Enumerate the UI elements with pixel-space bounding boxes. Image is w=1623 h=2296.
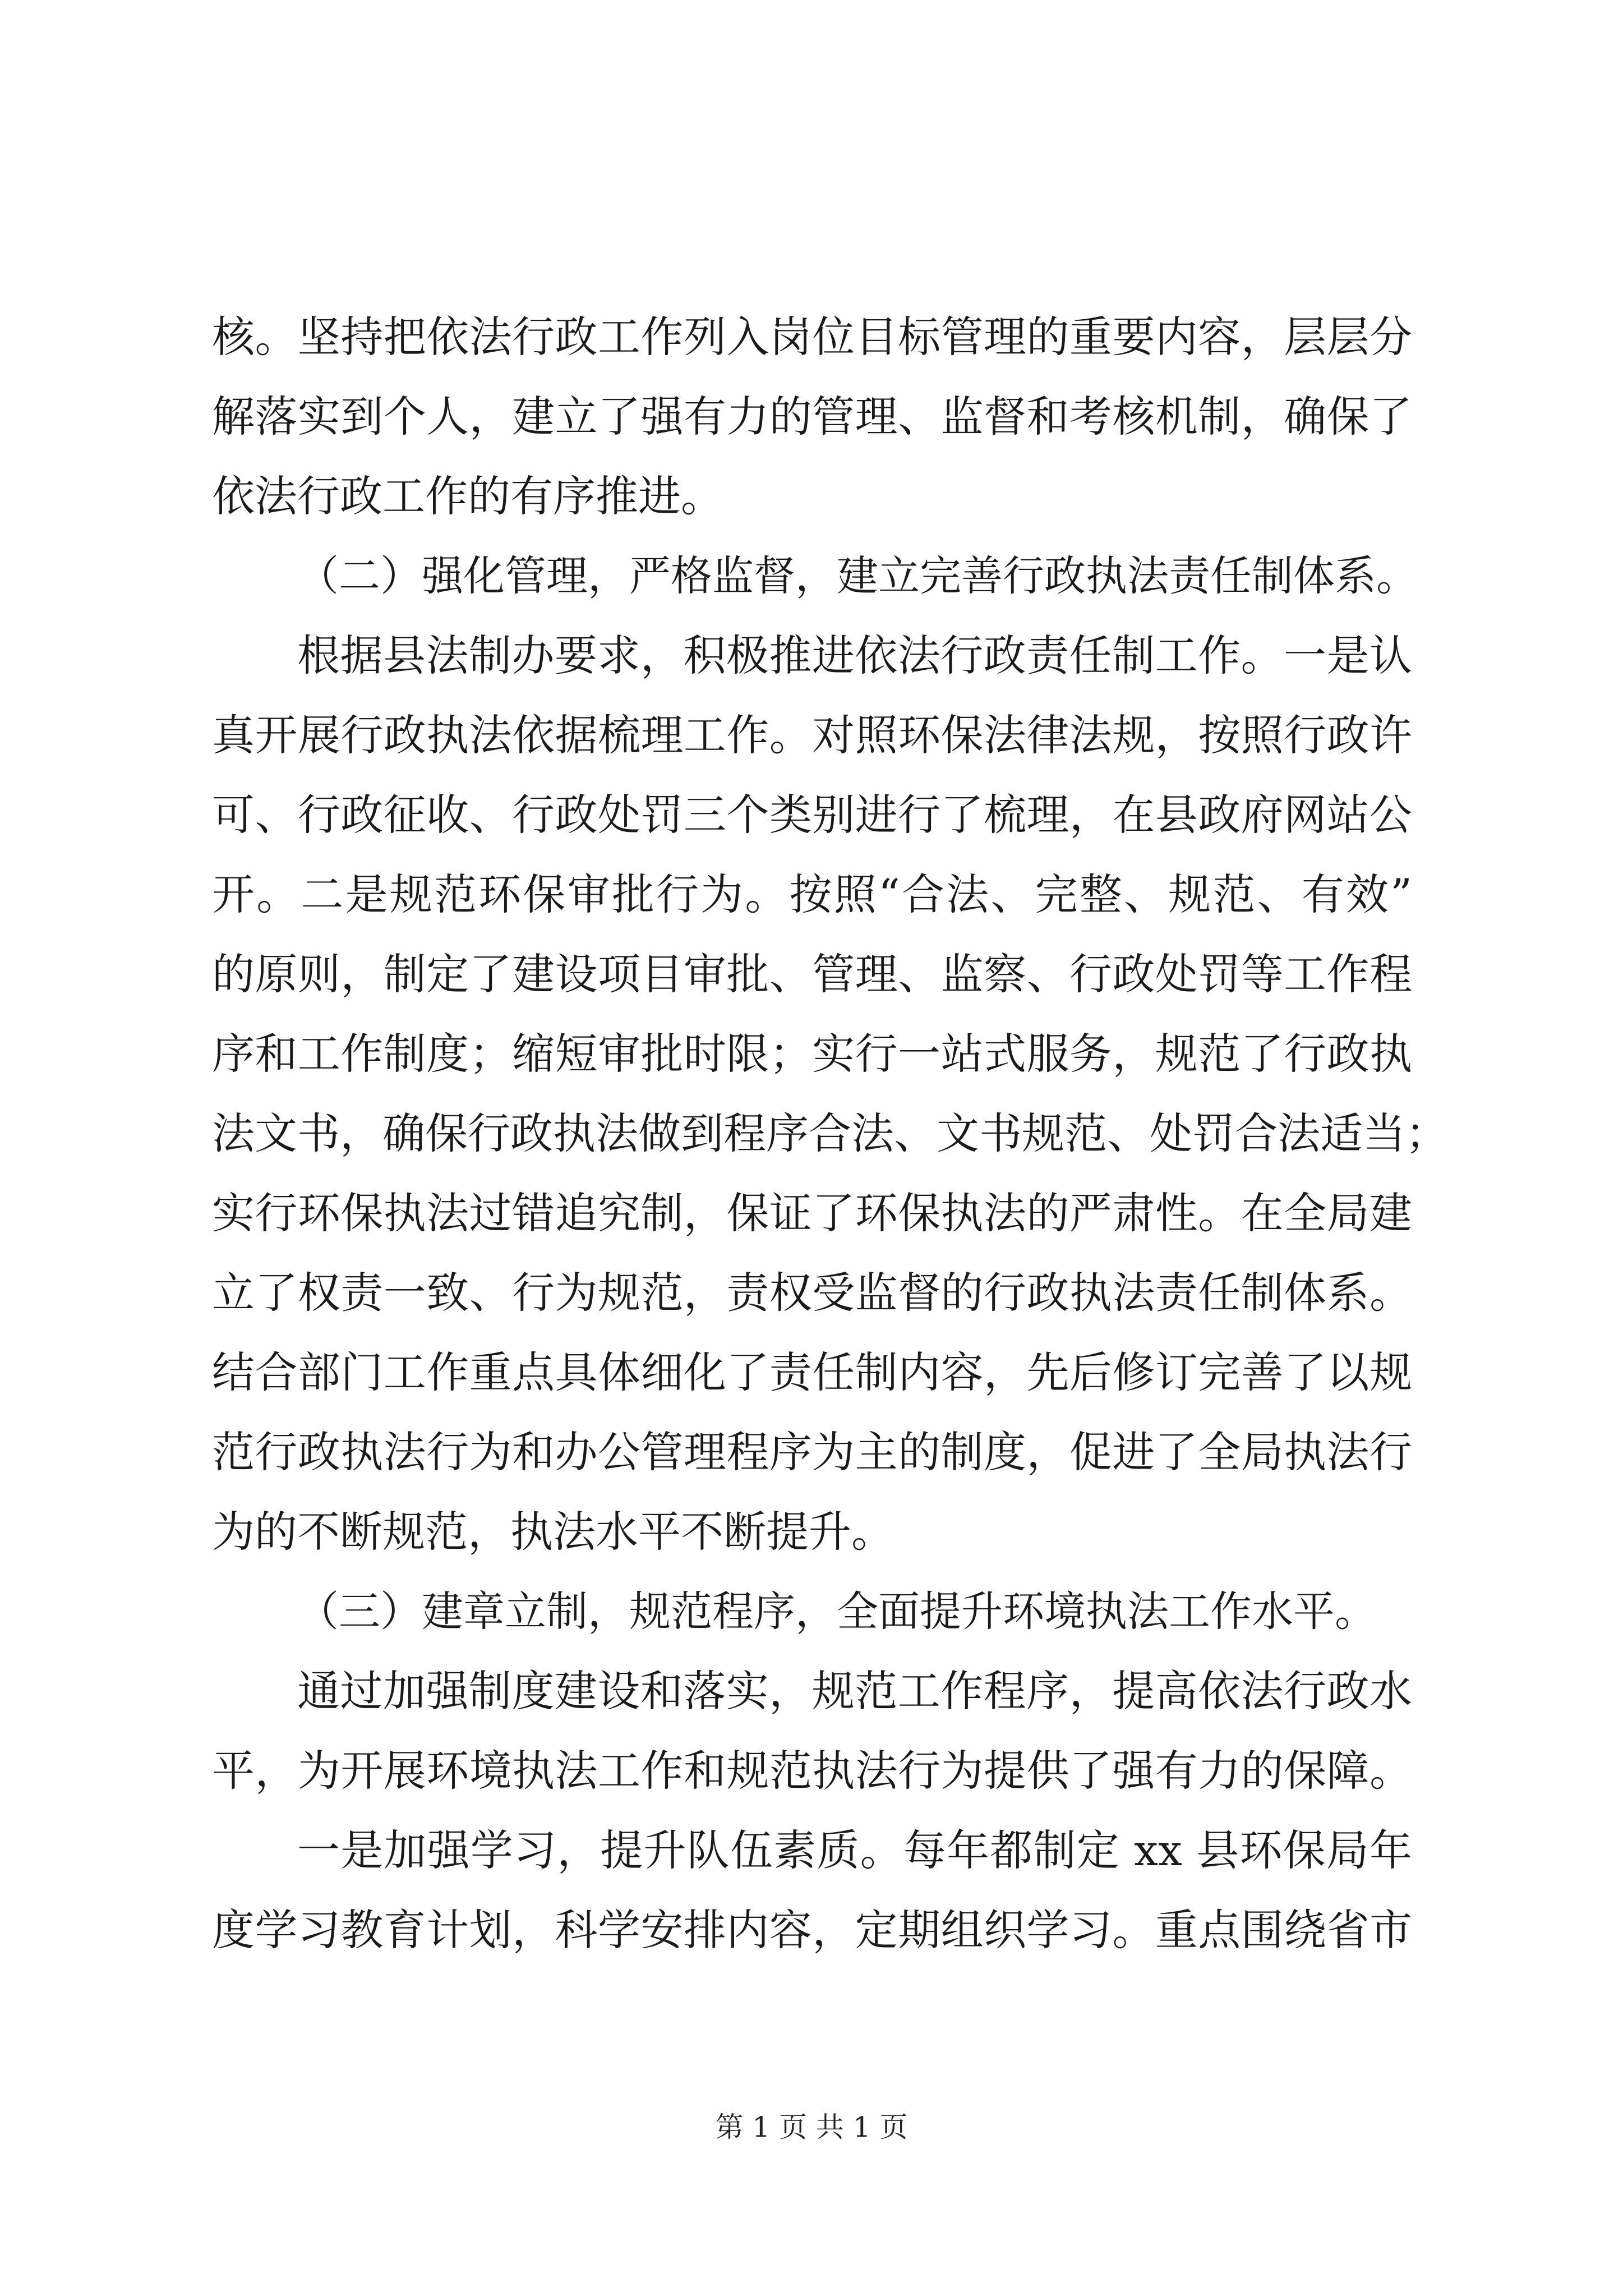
body-line: 核。坚持把依法行政工作列入岗位目标管理的重要内容，层层分 bbox=[212, 312, 1412, 362]
body-line: 立了权责一致、行为规范，责权受监督的行政执法责任制体系。 bbox=[212, 1268, 1412, 1318]
body-line: 范行政执法行为和办公管理程序为主的制度，促进了全局执法行 bbox=[212, 1427, 1412, 1477]
body-line: 法文书，确保行政执法做到程序合法、文书规范、处罚合法适当； bbox=[212, 1108, 1448, 1158]
body-line: 可、行政征收、行政处罚三个类别进行了梳理，在县政府网站公 bbox=[212, 790, 1412, 840]
body-line: 为的不断规范，执法水平不断提升。 bbox=[212, 1507, 894, 1557]
body-line: 根据县法制办要求，积极推进依法行政责任制工作。一是认 bbox=[297, 631, 1412, 680]
body-line: 实行环保执法过错追究制，保证了环保执法的严肃性。在全局建 bbox=[212, 1188, 1412, 1238]
document-body bbox=[212, 297, 1448, 1970]
body-line: 一是加强学习，提升队伍素质。每年都制定 xx 县环保局年 bbox=[297, 1825, 1412, 1875]
body-line: 序和工作制度；缩短审批时限；实行一站式服务，规范了行政执 bbox=[212, 1029, 1412, 1079]
body-line: 平，为开展环境执法工作和规范执法行为提供了强有力的保障。 bbox=[212, 1746, 1412, 1796]
body-line: 结合部门工作重点具体细化了责任制内容，先后修订完善了以规 bbox=[212, 1347, 1412, 1397]
body-line: 度学习教育计划，科学安排内容，定期组织学习。重点围绕省市 bbox=[212, 1905, 1412, 1955]
body-line: 依法行政工作的有序推进。 bbox=[212, 471, 723, 521]
body-line: 开。二是规范环保审批行为。按照“合法、完整、规范、有效” bbox=[212, 869, 1412, 919]
body-line: 解落实到个人，建立了强有力的管理、监督和考核机制，确保了 bbox=[212, 392, 1412, 441]
body-line: 的原则，制定了建设项目审批、管理、监察、行政处罚等工作程 bbox=[212, 949, 1412, 999]
page-number-footer: 第 1 页 共 1 页 bbox=[715, 2111, 908, 2143]
section-heading: （二）强化管理，严格监督，建立完善行政执法责任制体系。 bbox=[297, 552, 1418, 600]
section-heading: （三）建章立制，规范程序，全面提升环境执法工作水平。 bbox=[297, 1588, 1376, 1636]
body-line: 通过加强制度建设和落实，规范工作程序，提高依法行政水 bbox=[297, 1666, 1412, 1716]
body-line: 真开展行政执法依据梳理工作。对照环保法律法规，按照行政许 bbox=[212, 710, 1412, 760]
